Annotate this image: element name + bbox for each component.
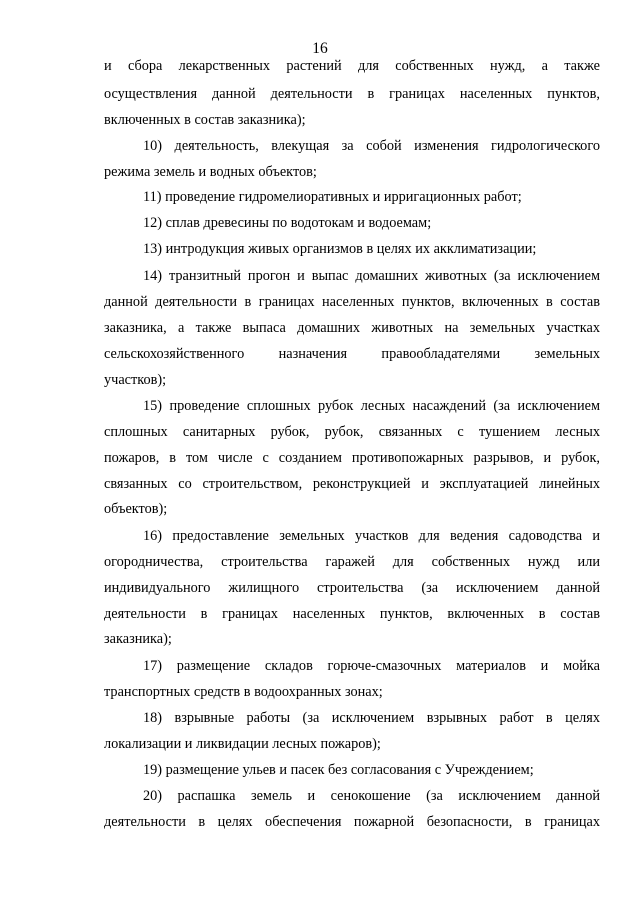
text-line: осуществления данной деятельности в границах населенных пунктов, bbox=[104, 86, 600, 102]
text-line: объектов); bbox=[104, 501, 168, 517]
text-line: сельскохозяйственного назначения правообладателями земельных bbox=[104, 346, 600, 362]
text-line: сплошных санитарных рубок, рубок, связанных с тушением лесных bbox=[104, 424, 600, 440]
text-line: 13) интродукция живых организмов в целях их акклиматизации; bbox=[143, 241, 537, 257]
text-line: связанных со строительством, реконструкцией и эксплуатацией линейных bbox=[104, 476, 600, 492]
text-line: режима земель и водных объектов; bbox=[104, 164, 317, 180]
text-line: данной деятельности в границах населенных пунктов, включенных в состав bbox=[104, 294, 600, 310]
text-line: заказника, а также выпаса домашних животных на земельных участках bbox=[104, 320, 600, 336]
text-line: 17) размещение складов горюче-смазочных материалов и мойка bbox=[143, 658, 600, 674]
text-line: 14) транзитный прогон и выпас домашних животных (за исключением bbox=[143, 268, 600, 284]
text-line: деятельности в целях обеспечения пожарной безопасности, в границах bbox=[104, 814, 600, 830]
text-line: 15) проведение сплошных рубок лесных насаждений (за исключением bbox=[143, 398, 600, 414]
text-line: локализации и ликвидации лесных пожаров); bbox=[104, 736, 381, 752]
text-line: 11) проведение гидромелиоративных и ирригационных работ; bbox=[143, 189, 522, 205]
text-line: индивидуального жилищного строительства (за исключением данной bbox=[104, 580, 600, 596]
page-number: 16 bbox=[312, 40, 328, 57]
text-line: заказника); bbox=[104, 631, 172, 647]
text-line: 19) размещение ульев и пасек без согласования с Учреждением; bbox=[143, 762, 534, 778]
text-line: 20) распашка земель и сенокошение (за исключением данной bbox=[143, 788, 600, 804]
text-line: и сбора лекарственных растений для собственных нужд, а также bbox=[104, 58, 600, 74]
text-line: 16) предоставление земельных участков для ведения садоводства и bbox=[143, 528, 600, 544]
text-line: включенных в состав заказника); bbox=[104, 112, 306, 128]
text-line: 18) взрывные работы (за исключением взрывных работ в целях bbox=[143, 710, 600, 726]
text-line: огородничества, строительства гаражей для собственных нужд или bbox=[104, 554, 600, 570]
text-line: пожаров, в том числе с созданием противопожарных разрывов, и рубок, bbox=[104, 450, 600, 466]
text-line: деятельности в границах населенных пунктов, включенных в состав bbox=[104, 606, 600, 622]
text-line: участков); bbox=[104, 372, 167, 388]
text-line: 10) деятельность, влекущая за собой изменения гидрологического bbox=[143, 138, 600, 154]
text-line: 12) сплав древесины по водотокам и водоемам; bbox=[143, 215, 432, 231]
text-line: транспортных средств в водоохранных зонах; bbox=[104, 684, 383, 700]
